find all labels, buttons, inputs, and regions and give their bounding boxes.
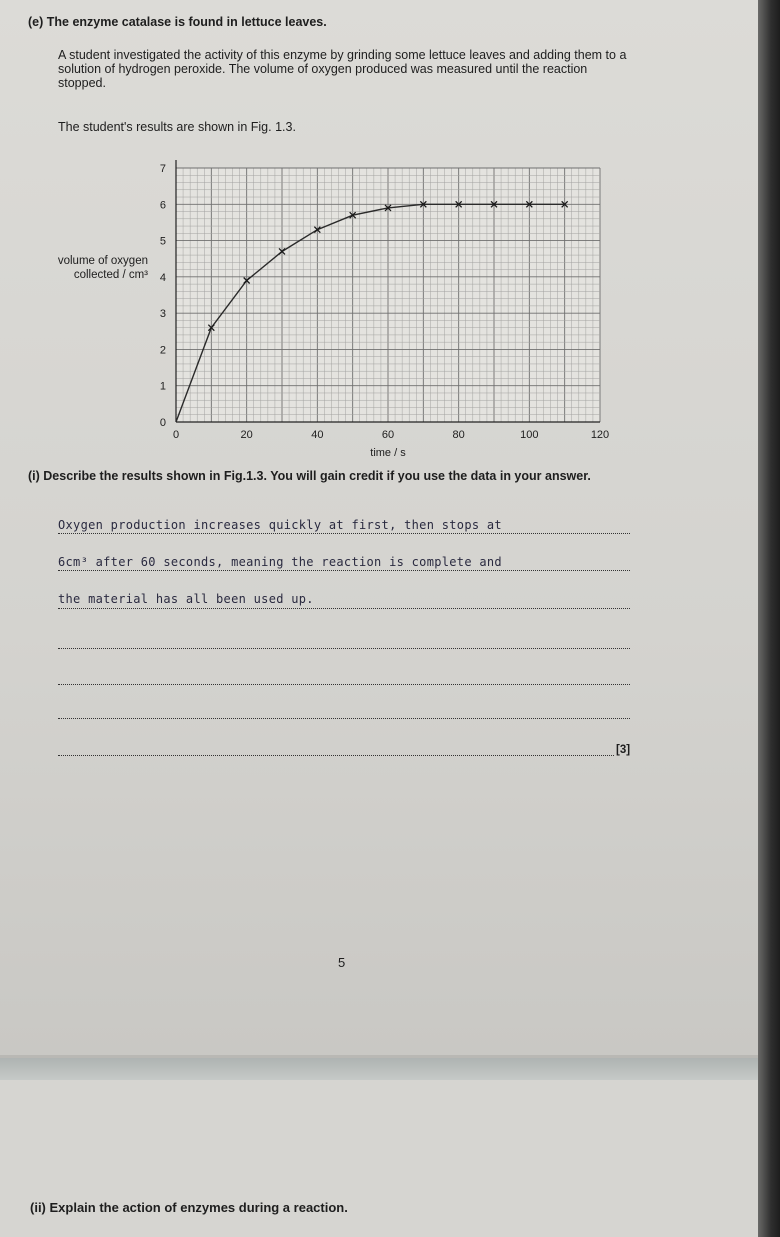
answer-rule — [58, 648, 630, 649]
y-tick-label: 0 — [159, 417, 166, 429]
y-tick-label: 4 — [159, 271, 166, 284]
answer-rule — [58, 533, 630, 534]
question-i-describe: (i) Describe the results shown in Fig.1.3. You will gain credit if you use the data in your answer. — [28, 469, 591, 483]
answer-rule — [58, 608, 630, 609]
answer-rule — [58, 684, 630, 685]
answer-rule — [58, 755, 614, 756]
answer-line-1[interactable]: Oxygen production increases quickly at first, then stops at — [58, 518, 502, 532]
answer-rule — [58, 570, 630, 571]
y-tick-label: 7 — [159, 163, 166, 175]
marks-available: [3] — [616, 744, 631, 756]
x-tick-label: 80 — [452, 429, 465, 441]
y-tick-label: 5 — [159, 235, 166, 248]
y-tick-label: 3 — [159, 308, 166, 321]
method-paragraph: A student investigated the activity of this enzyme by grinding some lettuce leaves and adding them to a solution of hydrogen peroxide. The volume of oxygen produced was measured until the reaction stopped. — [58, 48, 627, 90]
x-tick-label: 120 — [590, 429, 610, 441]
page-number: 5 — [338, 955, 346, 970]
x-tick-label: 20 — [240, 429, 253, 441]
x-tick-label: 100 — [520, 429, 539, 441]
x-axis-label: time / s — [370, 447, 406, 459]
answer-rule — [58, 718, 630, 719]
question-ii-explain: (ii) Explain the action of enzymes during a reaction. — [30, 1200, 348, 1215]
y-axis-label: volume of oxygen collected / cm³ — [57, 255, 148, 281]
question-intro: (e) The enzyme catalase is found in lettuce leaves. — [28, 15, 327, 29]
x-tick-label: 40 — [311, 429, 324, 441]
answer-line-2[interactable]: 6cm³ after 60 seconds, meaning the reaction is complete and — [58, 555, 502, 569]
x-tick-label: 0 — [172, 429, 180, 441]
results-reference: The student's results are shown in Fig. 1.3. — [58, 120, 296, 134]
y-tick-label: 6 — [159, 199, 166, 212]
answer-line-3[interactable]: the material has all been used up. — [58, 592, 314, 606]
y-tick-label: 1 — [159, 380, 166, 393]
y-tick-label: 2 — [159, 344, 166, 357]
x-tick-label: 60 — [381, 429, 395, 441]
